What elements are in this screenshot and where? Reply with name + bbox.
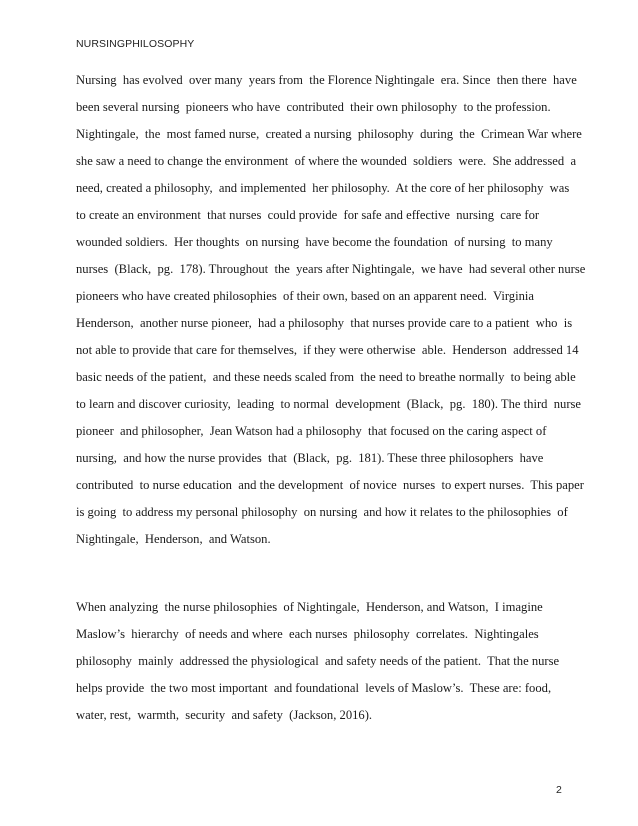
paragraph-1 [76,67,586,553]
text-line: philosophy mainly addressed the physiological and safety needs of the patient. That the nurse [76,654,560,668]
text-line: contributed to nurse education and the development of novice nurses to expert nurses. This paper [76,478,584,492]
text-line: need, created a philosophy, and implemented her philosophy. At the core of her philosophy was [76,181,570,195]
text-line: wounded soldiers. Her thoughts on nursing have become the foundation of nursing to many [76,235,553,249]
text-line: been several nursing pioneers who have contributed their own philosophy to the profession. [76,100,551,114]
text-line: Nightingale, Henderson, and Watson. [76,532,271,546]
text-line: water, rest, warmth, security and safety (Jackson, 2016). [76,708,373,722]
text-line: to create an environment that nurses could provide for safe and effective nursing care for [76,208,540,222]
page-number: 2 [556,784,562,796]
text-line: pioneer and philosopher, Jean Watson had a philosophy that focused on the caring aspect of [76,424,547,438]
text-line: nursing, and how the nurse provides that (Black, pg. 181). These three philosophers have [76,451,544,465]
text-line: When analyzing the nurse philosophies of Nightingale, Henderson, and Watson, I imagine [76,600,543,614]
text-line: is going to address my personal philosophy on nursing and how it relates to the philosophies of [76,505,568,519]
running-head: NURSINGPHILOSOPHY [76,38,195,50]
text-line: nurses (Black, pg. 178). Throughout the years after Nightingale, we have had several other nurse [76,262,586,276]
text-line: pioneers who have created philosophies of their own, based on an apparent need. Virginia [76,289,534,303]
text-line: to learn and discover curiosity, leading to normal development (Black, pg. 180). The third nurse [76,397,582,411]
text-line: Henderson, another nurse pioneer, had a philosophy that nurses provide care to a patient who is [76,316,573,330]
text-line: Nursing has evolved over many years from the Florence Nightingale era. Since then there have [76,73,577,87]
text-line: Nightingale, the most famed nurse, created a nursing philosophy during the Crimean War where [76,127,582,141]
text-line: basic needs of the patient, and these needs scaled from the need to breathe normally to being able [76,370,576,384]
text-line: helps provide the two most important and foundational levels of Maslow’s. These are: food, [76,681,552,695]
text-line: not able to provide that care for themselves, if they were otherwise able. Henderson addressed 14 [76,343,579,357]
paragraph-2 [76,594,560,729]
text-line: Maslow’s hierarchy of needs and where each nurses philosophy correlates. Nightingales [76,627,539,641]
text-line: she saw a need to change the environment of where the wounded soldiers were. She addressed a [76,154,577,168]
